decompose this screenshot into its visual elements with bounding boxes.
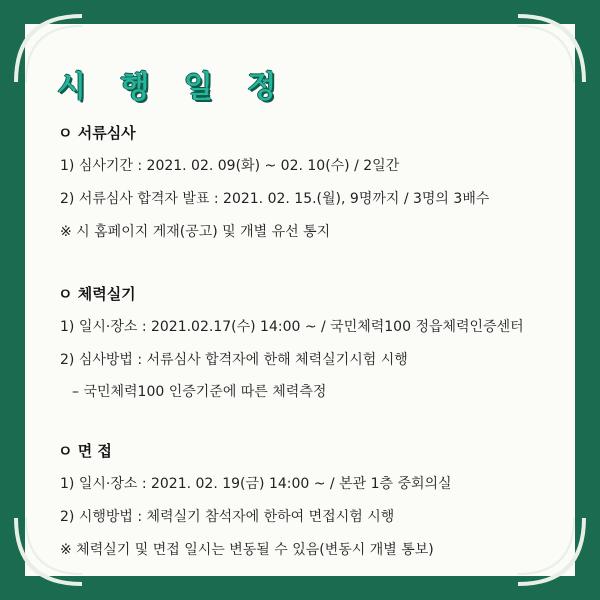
section-heading-document-review: ㅇ 서류심사 xyxy=(58,124,136,142)
list-item: 2) 심사방법 : 서류심사 합격자에 한해 체력실기시험 시행 xyxy=(60,352,408,368)
list-item: 1) 일시·장소 : 2021. 02. 19(금) 14:00 ~ / 본관 1층 중회의실 xyxy=(60,476,452,492)
list-item: 1) 심사기간 : 2021. 02. 09(화) ~ 02. 10(수) / 2일간 xyxy=(60,158,400,174)
page-title: 시 행 일 정 xyxy=(57,70,289,105)
list-item: 1) 일시·장소 : 2021.02.17(수) 14:00 ~ / 국민체력100 정읍체력인증센터 xyxy=(60,319,524,335)
list-item: 2) 서류심사 합격자 발표 : 2021. 02. 15.(월), 9명까지 / 3명의 3배수 xyxy=(60,191,490,207)
section-heading-physical-test: ㅇ 체력실기 xyxy=(58,285,136,303)
list-item: ※ 체력실기 및 면접 일시는 변동될 수 있음(변동시 개별 통보) xyxy=(60,542,434,558)
list-item: 2) 시행방법 : 체력실기 참석자에 한하여 면접시험 시행 xyxy=(60,509,395,525)
section-heading-interview: ㅇ 면 접 xyxy=(58,442,112,460)
list-item: ※ 시 홈페이지 게재(공고) 및 개별 유선 통지 xyxy=(60,224,331,240)
list-item: – 국민체력100 인증기준에 따른 체력측정 xyxy=(72,384,327,400)
